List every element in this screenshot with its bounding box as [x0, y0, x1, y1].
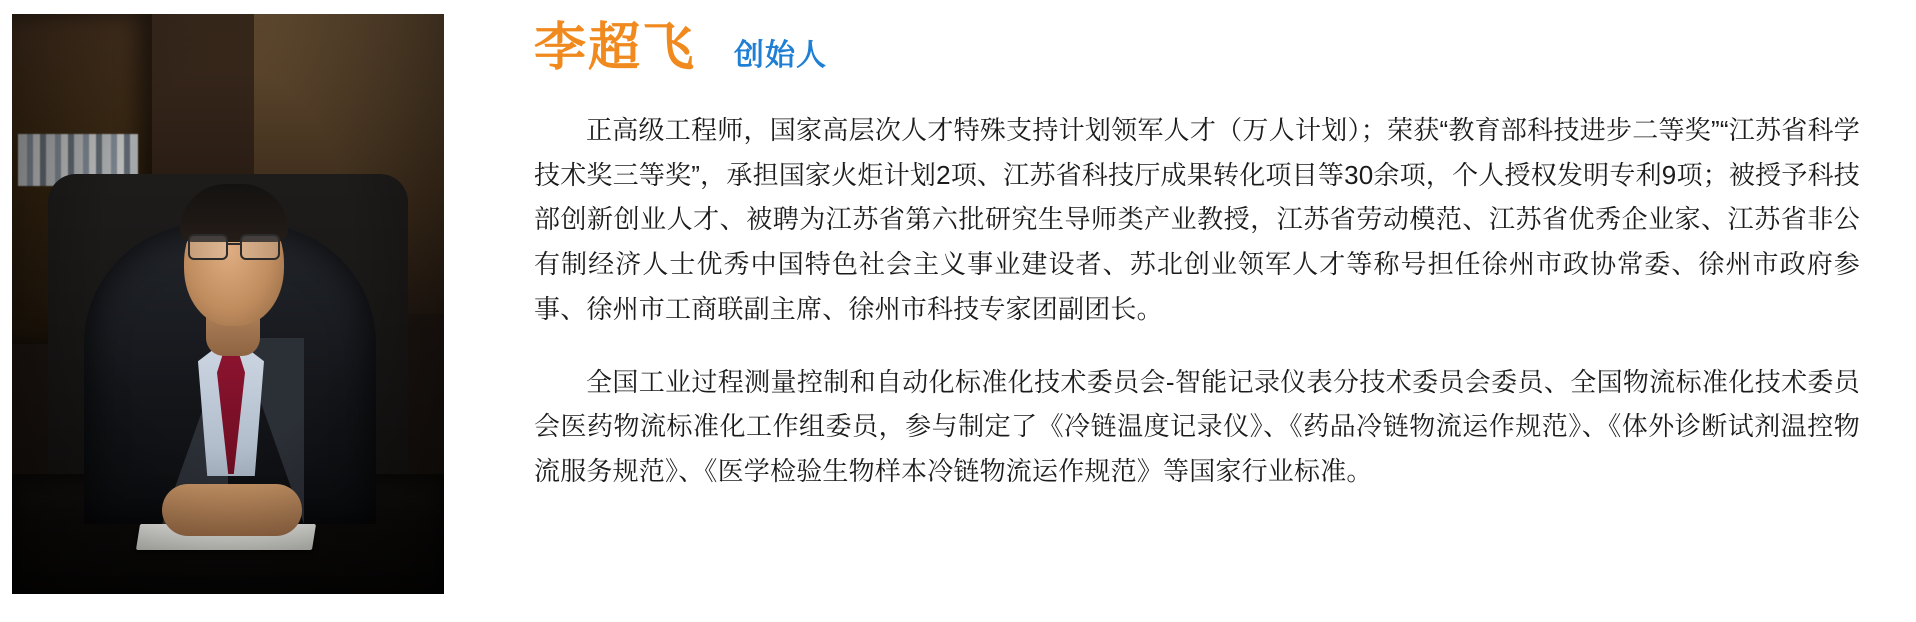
portrait-column	[0, 0, 444, 594]
name-heading-row	[534, 19, 1860, 77]
bio-paragraph: 正高级工程师，国家高层次人才特殊支持计划领军人才（万人计划）；荣获“教育部科技进步二等奖”“江苏省科学技术奖三等奖”，承担国家火炬计划2项、江苏省科技厅成果转化项目等30余项，个人授权发明专利9项；被授予科技部创新创业人才、被聘为江苏省第六批研究生导师类产业教授，江苏省劳动模范、江苏省优秀企业家、江苏省非公有制经济人士优秀中国特色社会主义事业建设者、苏北创业领军人才等称号担任徐州市政协常委、徐州市政府参事、徐州市工商联副主席、徐州市科技专家团副团长。	[534, 115, 1860, 324]
portrait-photo	[12, 14, 444, 594]
person-name: 李超飞	[534, 19, 697, 77]
photo-vignette	[12, 14, 444, 594]
person-title: 创始人	[734, 39, 828, 72]
bio-paragraph: 全国工业过程测量控制和自动化标准化技术委员会-智能记录仪表分技术委员会委员、全国物流标准化技术委员会医药物流标准化工作组委员，参与制定了《冷链温度记录仪》、《药品冷链物流运作规范》、《体外诊断试剂温控物流服务规范》、《医学检验生物样本冷链物流运作规范》等国家行业标准。	[534, 366, 1860, 487]
bio-column	[444, 0, 1916, 494]
